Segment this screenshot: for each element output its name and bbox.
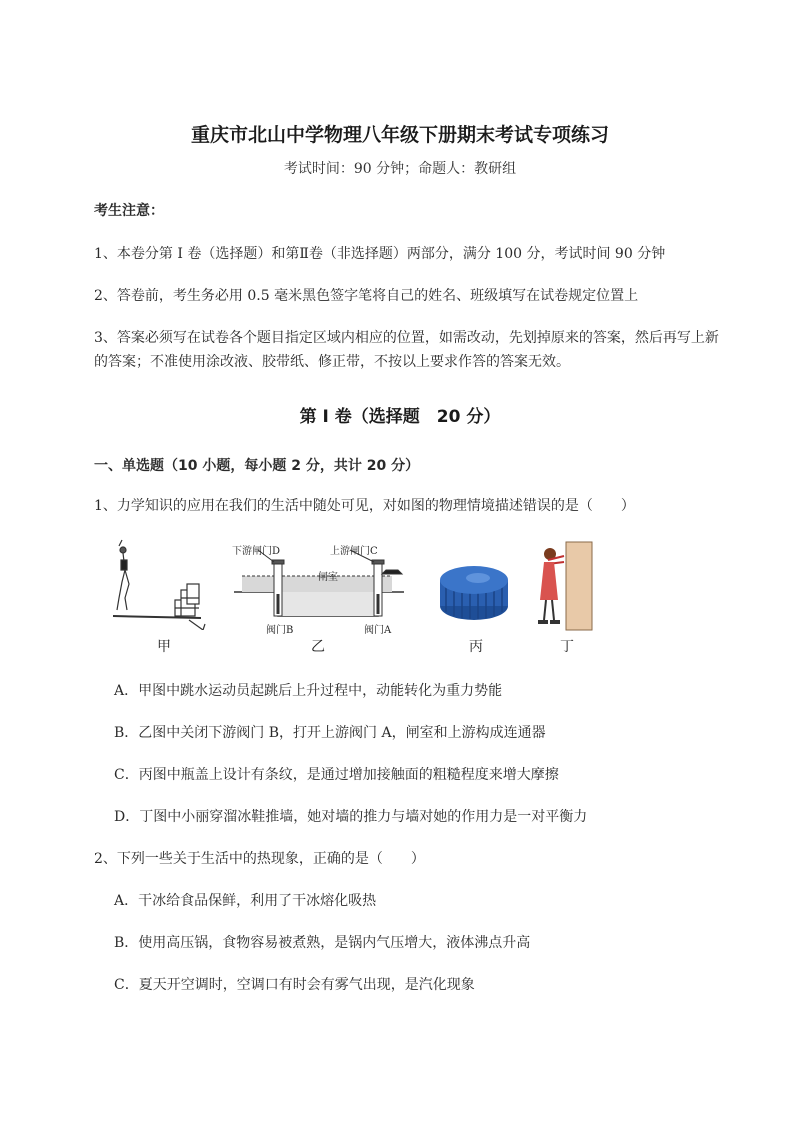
bottle-cap-figure	[436, 564, 512, 624]
figure-caption-ding: 丁	[560, 639, 574, 655]
option-d: D．丁图中小丽穿溜冰鞋推墙，她对墙的推力与墙对她的作用力是一对平衡力	[114, 809, 588, 825]
notice-heading: 考生注意：	[94, 203, 164, 219]
figure-caption-yi: 乙	[311, 639, 325, 655]
question-stem: 1、力学知识的应用在我们的生活中随处可见，对如图的物理情境描述错误的是（ ）	[94, 498, 635, 514]
option-b: B．乙图中关闭下游阀门 B，打开上游阀门 A，闸室和上游构成连通器	[114, 725, 546, 741]
diver-figure	[105, 538, 215, 630]
notice-item: 3、答案必须写在试卷各个题目指定区域内相应的位置，如需改动，先划掉原来的答案，然后再写上新	[94, 330, 719, 346]
notice-item: 的答案；不准使用涂改液、胶带纸、修正带，不按以上要求作答的答案无效。	[94, 354, 570, 370]
page-title: 重庆市北山中学物理八年级下册期末考试专项练习	[190, 124, 609, 146]
label-valve-b: 阀门B	[266, 625, 294, 636]
option-a: A．干冰给食品保鲜，利用了干冰熔化吸热	[114, 893, 377, 909]
question-stem: 2、下列一些关于生活中的热现象，正确的是（ ）	[94, 851, 425, 867]
option-c: C．夏天开空调时，空调口有时会有雾气出现，是汽化现象	[114, 977, 475, 993]
notice-item: 1、本卷分第 I 卷（选择题）和第Ⅱ卷（非选择题）两部分，满分 100 分，考试时间 90 分钟	[94, 246, 666, 262]
option-c: C．丙图中瓶盖上设计有条纹，是通过增加接触面的粗糙程度来增大摩擦	[114, 767, 559, 783]
label-valve-a: 阀门A	[364, 625, 392, 636]
notice-item: 2、答卷前，考生务必用 0.5 毫米黑色签字笔将自己的姓名、班级填写在试卷规定位置上	[94, 288, 639, 304]
figure-caption-jia: 甲	[157, 639, 171, 655]
option-b: B．使用高压锅，食物容易被煮熟，是锅内气压增大，液体沸点升高	[114, 935, 531, 951]
figure-caption-bing: 丙	[469, 639, 483, 655]
option-a: A．甲图中跳水运动员起跳后上升过程中，动能转化为重力势能	[114, 683, 503, 699]
label-downstream-gate: 下游闸门D	[232, 546, 281, 557]
label-upstream-gate: 上游闸门C	[330, 546, 378, 557]
label-lock-chamber: 闸室	[318, 572, 338, 583]
page-subtitle: 考试时间：90 分钟；命题人：教研组	[283, 161, 517, 177]
part-heading: 一、单选题（10 小题，每小题 2 分，共计 20 分）	[94, 458, 420, 474]
girl-pushing-wall-figure	[534, 540, 594, 634]
section-title: 第 I 卷（选择题 20 分）	[299, 407, 501, 427]
